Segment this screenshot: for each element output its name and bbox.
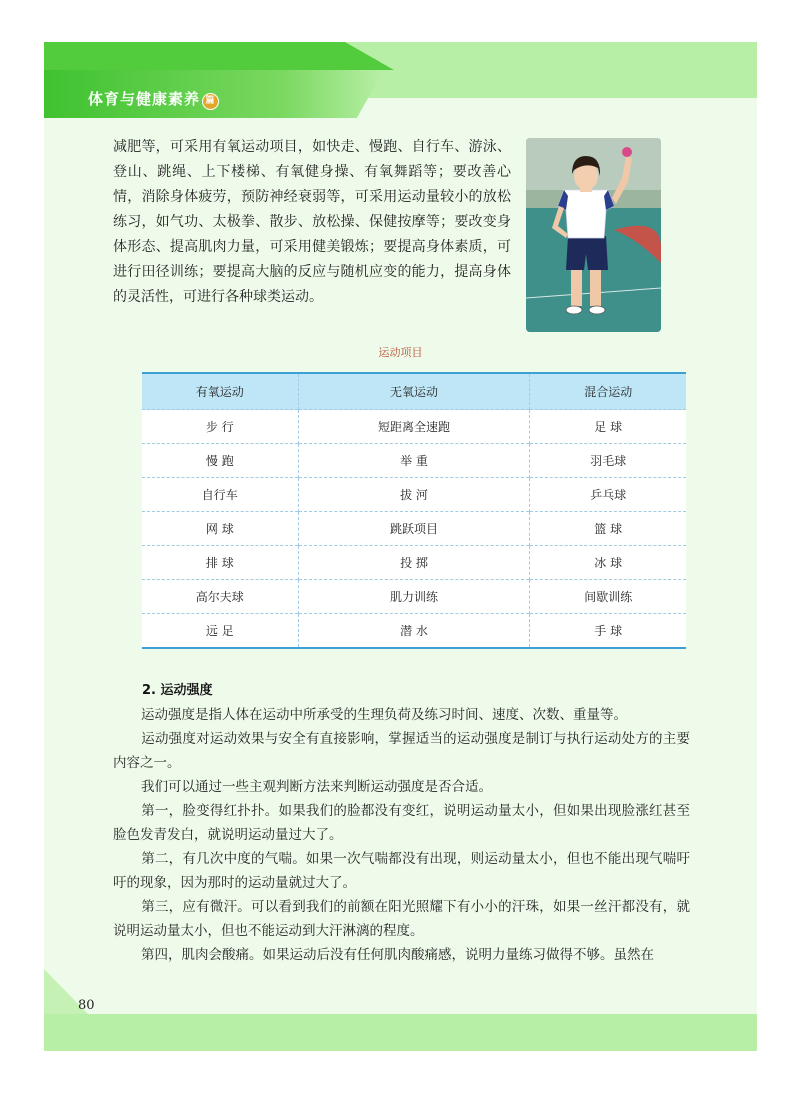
intro-paragraph: 减肥等，可采用有氧运动项目，如快走、慢跑、自行车、游泳、登山、跳绳、上下楼梯、有氧健身操、有氧舞蹈等；要改善心情，消除身体疲劳，预防神经衰弱等，可采用运动量较小的放松练习，如气功、太极拳、散步、放松操、保健按摩等；要改变身体形态、提高肌肉力量，可采用健美锻炼；要提高身体素质，可进行田径训练；要提高大脑的反应与随机应变的能力，提高身体的灵活性，可进行各种球类运动。 [113,139,511,305]
table-cell: 慢 跑 [142,444,298,478]
table-cell: 足 球 [530,410,686,444]
table-header-cell: 无氧运动 [298,373,530,410]
table-cell: 冰 球 [530,546,686,580]
table-row [142,512,686,546]
paragraph-text: 第三，应有微汗。可以看到我们的前额在阳光照耀下有小小的汗珠，如果一丝汗都没有，就说明运动量太小，但也不能运动到大汗淋漓的程度。 [113,899,690,939]
section-paragraph [113,895,690,943]
table-cell: 手 球 [530,614,686,649]
table-cell: 步 行 [142,410,298,444]
table-row [142,444,686,478]
table-row [142,478,686,512]
header-badge: 篇 [202,93,219,110]
section-paragraph [113,775,690,799]
table-cell: 肌力训练 [298,580,530,614]
table-row [142,546,686,580]
photo-illustration [526,138,661,332]
table-cell: 羽毛球 [530,444,686,478]
table-cell: 排 球 [142,546,298,580]
table-cell: 举 重 [298,444,530,478]
header-accent [44,42,394,70]
section-heading: 2. 运动强度 [142,683,213,698]
section-paragraph [113,703,690,727]
page-number: 80 [78,998,95,1013]
section-paragraph [113,943,690,967]
table-header-cell: 有氧运动 [142,373,298,410]
paragraph-text: 运动强度对运动效果与安全有直接影响，掌握适当的运动强度是制订与执行运动处方的主要内容之一。 [113,731,690,771]
section-paragraph [113,847,690,895]
paragraph-text: 我们可以通过一些主观判断方法来判断运动强度是否合适。 [141,779,492,795]
table-cell: 篮 球 [530,512,686,546]
table-cell: 远 足 [142,614,298,649]
section-paragraph [113,727,690,775]
footer-band [44,1014,757,1051]
table-cell: 自行车 [142,478,298,512]
paragraph-text: 第二，有几次中度的气喘。如果一次气喘都没有出现，则运动量太小，但也不能出现气喘吁吁的现象，因为那时的运动量就过大了。 [113,851,690,891]
table-header-row [142,373,686,410]
table-cell: 拔 河 [298,478,530,512]
sports-table [142,372,686,649]
table-cell: 潜 水 [298,614,530,649]
table-cell: 短距离全速跑 [298,410,530,444]
table-cell: 间歇训练 [530,580,686,614]
textbook-page [44,42,757,1051]
table-row [142,614,686,649]
table-cell: 高尔夫球 [142,580,298,614]
paragraph-text: 运动强度是指人体在运动中所承受的生理负荷及练习时间、速度、次数、重量等。 [141,707,627,723]
table-cell: 乒乓球 [530,478,686,512]
header-title-text: 体育与健康素养 [88,90,201,108]
table-row [142,410,686,444]
girl-exercising-photo [526,138,661,332]
table-cell: 投 掷 [298,546,530,580]
header-title [88,88,219,110]
table-header-cell: 混合运动 [530,373,686,410]
table-cell: 跳跃项目 [298,512,530,546]
paragraph-text: 第四，肌肉会酸痛。如果运动后没有任何肌肉酸痛感，说明力量练习做得不够。虽然在 [141,947,654,963]
section-paragraph [113,799,690,847]
paragraph-text: 第一，脸变得红扑扑。如果我们的脸都没有变红，说明运动量太小，但如果出现脸涨红甚至脸色发青发白，就说明运动量过大了。 [113,803,690,843]
table-row [142,580,686,614]
table-cell: 网 球 [142,512,298,546]
table-caption: 运动项目 [378,346,423,359]
